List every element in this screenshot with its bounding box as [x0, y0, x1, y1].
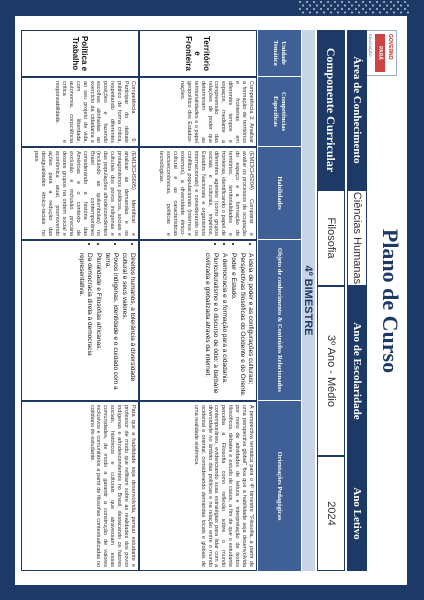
decorative-dot — [365, 5, 367, 7]
decorative-dot — [316, 5, 318, 7]
decorative-dot — [404, 8, 406, 10]
decorative-dot — [407, 12, 409, 14]
row-1-competencia: Competência 2: Analisar a formação de territórios e fronteiras em diferentes tempos e espaços, mediante a compreensão das relações de poder que determinam as territorialidades e o papel geopolítico dos Estados-nações. — [139, 77, 257, 147]
decorative-dot — [309, 5, 311, 7]
decorative-dot — [351, 5, 353, 7]
value-componente: Filosofia — [317, 190, 345, 286]
decorative-dot — [362, 1, 364, 3]
bimestre-banner: 4º BIMESTRE — [302, 30, 315, 571]
decorative-dot — [337, 12, 339, 14]
decorative-dot — [383, 8, 385, 10]
row-1-habilidade: (EM13CHS204) Comparar e avaliar os processos de ocupação do espaço e a formação de territórios, territorialidades e fronteiras, identificando o papel de diferentes agentes (como grupos sociais e culturais, impérios, Estados Nacionais e organismos internacionais) e considerando os conflitos populacionais (internos e externos), a diversidade étnico-cultural e as características socioeconômicas, políticas e tecnológicas. — [139, 147, 257, 240]
decorative-dot — [320, 1, 322, 3]
row-1-objetos — [139, 240, 257, 401]
decorative-dot — [313, 8, 315, 10]
decorative-dot — [386, 5, 388, 7]
row-2-objetos — [21, 240, 139, 401]
row-2-objeto-item: • Pluralidade e Filosofias africanas. — [94, 253, 102, 397]
decorative-dot — [372, 5, 374, 7]
decorative-dot — [348, 8, 350, 10]
decorative-dot — [351, 12, 353, 14]
decorative-dot — [341, 1, 343, 3]
header-area: Área de Conhecimento — [347, 30, 367, 190]
value-ano-escolaridade: 3º Ano - Médio — [317, 286, 345, 456]
row-2-habilidade: (EM13CHS605) Identificar e analisar as demandas e os protagonismos políticos, sociais e culturais dos povos indígenas e das populações afrodescendentes (incluindo as quilombolas) no Brasil contemporâneo considerando a história das Américas e o contexto de exclusão e inclusão precária desses grupos na ordem social e econômica atual, promovendo ações para a redução das desigualdades étnico-raciais no país. — [21, 147, 139, 240]
decorative-dot — [386, 12, 388, 14]
decorative-dot — [306, 1, 308, 3]
header-ano-escolaridade: Ano de Escolaridade — [347, 286, 367, 456]
decorative-dot — [379, 5, 381, 7]
decorative-dot — [320, 8, 322, 10]
header-componente: Componente Curricular — [317, 30, 345, 190]
decorative-dot — [302, 5, 304, 7]
row-2-objeto-item: • Direitos humanos, a tolerância à diversidade cultural e seus valores. — [120, 253, 136, 397]
decorative-dot — [341, 8, 343, 10]
decorative-dot — [393, 5, 395, 7]
row-2-orientacoes: Para que a habilidade seja desenvolvida, pensar estudante e professor de modo que reflitam sobre as realidades dos povos indígenas e afrodescendentes no Brasil, destacando os fatores sociais, históricos e culturais que atravessam essas comunidades, de modo a garantir a construção de valores inclusivos e comunitários a partir de filosofias contextualizadas no cotidiano do estudante. — [21, 401, 139, 571]
row-1-unit: Território e Fronteira — [139, 30, 257, 77]
decorative-dot — [344, 12, 346, 14]
decorative-dot — [407, 5, 409, 7]
row-2-competencia: Competência 6: Participar do debate público de forma crítica, respeitando diferentes posições e fazendo escolhas alinhadas ao exercício da cidadania e ao seu projeto de vida, com liberdade, autonomia, consciência crítica e responsabilidade. — [21, 77, 139, 147]
logo-line-1: GOVERNO — [387, 34, 393, 60]
row-2-unit: Política e Trabalho — [21, 30, 139, 77]
decorative-dot — [376, 1, 378, 3]
column-header-objetos: Objeto de conhecimento & Conteúdos Relacionados — [258, 240, 301, 400]
row-1-objeto-item: • A ideia de poder e as configurações culturais; Perspectivas filosóficas do Ocidente e do Oriente. — [238, 253, 254, 397]
row-2-objeto-item: • Da democracia direta à democracia representativa. — [77, 253, 93, 397]
column-header-unidade: Unidade Temática — [258, 30, 301, 76]
decorative-dot — [358, 12, 360, 14]
decorative-dot — [334, 8, 336, 10]
column-header-competencias: Competências Específicas — [258, 77, 301, 146]
decorative-dot — [330, 12, 332, 14]
rotated-sheet — [15, 16, 407, 585]
decorative-dot — [313, 1, 315, 3]
decorative-dot — [379, 12, 381, 14]
decorative-dot — [358, 5, 360, 7]
decorative-dot — [327, 1, 329, 3]
decorative-dot — [404, 1, 406, 3]
decorative-dot — [365, 12, 367, 14]
decorative-dot — [383, 1, 385, 3]
page-title: Plano de Curso — [378, 228, 403, 374]
decorative-dot — [362, 8, 364, 10]
document-page — [15, 16, 407, 585]
decorative-dot — [390, 8, 392, 10]
decorative-dot — [355, 1, 357, 3]
decorative-dot — [309, 12, 311, 14]
decorative-dot — [306, 8, 308, 10]
decorative-dot — [316, 12, 318, 14]
government-logo — [365, 30, 397, 76]
decorative-dot — [334, 1, 336, 3]
decorative-dot — [376, 8, 378, 10]
decorative-dot — [390, 1, 392, 3]
row-2-objeto-item: • Povos indígenas, identidade e o cuidado com a terra. — [103, 253, 119, 397]
logo-line-3: EDUCAÇÃO — [368, 34, 373, 57]
decorative-dot — [372, 12, 374, 14]
row-1-objeto-item: • Pluriculturalismo e o discurso de ódio: a barbárie civilizada e globalizada através da internet. — [203, 253, 219, 397]
column-header-habilidades: Habilidades — [258, 147, 301, 239]
column-header-orientacoes: Orientações Pedagógicas — [258, 401, 301, 571]
row-1-orientacoes: A perspectiva temática para o 4º bimestre "Filosofia, a partir de uma perspectiva global" fixa que a habilidade seja desenvolvida por meio de atividades de leitura e interpretação de textos filosóficos, debates e estudo de casos, a fim de que o estudante perceba a Filosofia como reflexão sobre o mundo contemporâneo, evidenciando suas estratégias para lidar com a diversidade no âmbito das políticas e na relação entre o mundo ocidental e oriental, considerando demandas locais e globais de uma realidade sistêmica. — [139, 401, 257, 571]
value-ano-letivo: 2024 — [317, 456, 345, 571]
decorative-dot — [327, 8, 329, 10]
row-1-objeto-item: • A democracia e a formação para a cidadania. — [220, 253, 228, 397]
logo-line-2: PARÁ — [375, 34, 385, 72]
decorative-dot — [369, 8, 371, 10]
decorative-dot — [299, 1, 301, 3]
decorative-dot — [344, 5, 346, 7]
decorative-dot — [323, 5, 325, 7]
decorative-dot — [393, 12, 395, 14]
decorative-dot — [323, 12, 325, 14]
decorative-dot — [348, 1, 350, 3]
row-1-objeto-item: • Poder e Estado. — [229, 253, 237, 397]
decorative-dot — [400, 5, 402, 7]
header-ano-letivo: Ano Letivo — [347, 456, 367, 571]
decorative-dot — [397, 1, 399, 3]
decorative-dot — [302, 12, 304, 14]
decorative-dot — [299, 8, 301, 10]
decorative-dot — [330, 5, 332, 7]
value-area: Ciências Humanas — [347, 190, 367, 286]
decorative-dot — [369, 1, 371, 3]
decorative-dot — [397, 8, 399, 10]
decorative-dot — [400, 12, 402, 14]
decorative-dot — [337, 5, 339, 7]
decorative-dot — [355, 8, 357, 10]
